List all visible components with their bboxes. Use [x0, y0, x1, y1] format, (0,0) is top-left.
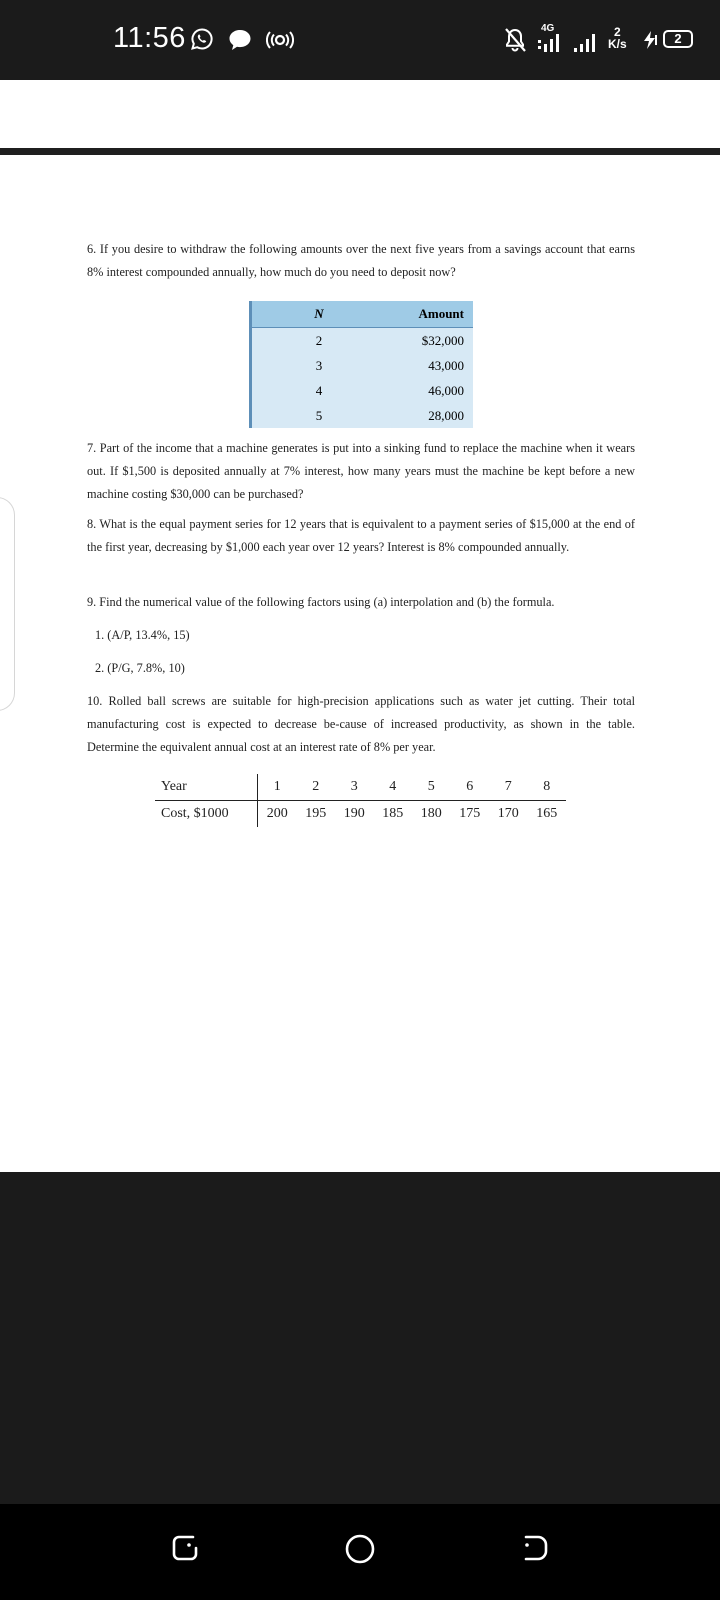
cell-n: 2: [315, 332, 323, 348]
cell-amount: 28,000: [428, 407, 464, 423]
battery-icon: 2: [663, 30, 693, 48]
back-icon[interactable]: [520, 1533, 550, 1563]
page-divider: [0, 148, 720, 155]
speed-unit: K/s: [608, 37, 627, 51]
cost-cell: 175: [459, 806, 481, 821]
q9-item-1: 1. (A/P, 13.4%, 15): [95, 628, 190, 642]
cost-label: Cost, $1000: [155, 801, 258, 828]
year-cell: 7: [489, 774, 528, 801]
table-row: [251, 353, 474, 378]
cell-amount: $32,000: [421, 332, 464, 348]
mute-bell-icon: [503, 27, 527, 53]
cost-cell: 200: [266, 806, 288, 821]
column-header-n: N: [251, 301, 387, 328]
year-cell: 3: [335, 774, 374, 801]
question-10: 10. Rolled ball screws are suitable for high-precision applications such as water jet cutting. Their total manufacturing cost is expected to decrease be-cause of increased productivity, as shown in the table. Determine the equivalent annual cost at an interest rate of 8% per year.: [87, 694, 635, 754]
empty-dark-area: [0, 1172, 720, 1504]
cost-row: [155, 801, 566, 828]
status-bar: [0, 0, 720, 80]
signal-icon: [538, 34, 568, 52]
whatsapp-icon: [190, 27, 214, 51]
side-panel-handle[interactable]: [0, 497, 15, 711]
cell-n: 5: [315, 407, 323, 423]
cost-cell: 165: [536, 806, 558, 821]
table-row: [251, 378, 474, 403]
cost-cell: 170: [497, 806, 519, 821]
year-cell: 2: [297, 774, 336, 801]
question-6: 6. If you desire to withdraw the following amounts over the next five years from a savings account that earns 8% interest compounded annually, how much do you need to deposit now?: [87, 242, 635, 279]
withdrawal-table: [249, 301, 473, 428]
year-cell: 8: [528, 774, 567, 801]
year-label: Year: [155, 774, 258, 801]
hotspot-icon: [266, 31, 294, 49]
question-9: 9. Find the numerical value of the following factors using (a) interpolation and (b) the formula.: [87, 595, 555, 609]
network-speed: [608, 26, 627, 50]
year-row: [155, 774, 566, 801]
cost-cell: 185: [382, 806, 404, 821]
cost-cell: 195: [305, 806, 327, 821]
cell-amount: 43,000: [428, 357, 464, 373]
question-7: 7. Part of the income that a machine generates is put into a sinking fund to replace the machine when it wears out. If $1,500 is deposited annually at 7% interest, how many years must the machine be kept before a new machine costing $30,000 can be purchased?: [87, 441, 635, 501]
speed-value: 2: [614, 25, 621, 39]
question-8: 8. What is the equal payment series for 12 years that is equivalent to a payment series of $15,000 at the end of the first year, decreasing by $1,000 each year over 12 years? Interest is 8% compounded annually.: [87, 517, 635, 554]
cell-amount: 46,000: [428, 382, 464, 398]
cell-n: 3: [315, 357, 323, 373]
chat-bubble-icon: [228, 29, 252, 51]
home-icon[interactable]: [344, 1533, 376, 1565]
table-row: [251, 403, 474, 428]
charging-icon: [642, 31, 658, 49]
recent-apps-icon[interactable]: [170, 1533, 200, 1563]
clock: 11:56: [113, 22, 186, 54]
year-cell: 4: [374, 774, 413, 801]
table-row: [251, 328, 474, 354]
year-cell: 5: [412, 774, 451, 801]
network-type: 4G: [541, 23, 555, 34]
year-cost-table: [155, 774, 566, 827]
cost-cell: 180: [420, 806, 442, 821]
year-cell: 6: [451, 774, 490, 801]
signal-icon-2: [574, 34, 602, 52]
cell-n: 4: [315, 382, 323, 398]
year-cell: 1: [258, 774, 297, 801]
column-header-amount: Amount: [386, 301, 473, 328]
cost-cell: 190: [343, 806, 365, 821]
q9-item-2: 2. (P/G, 7.8%, 10): [95, 661, 185, 675]
